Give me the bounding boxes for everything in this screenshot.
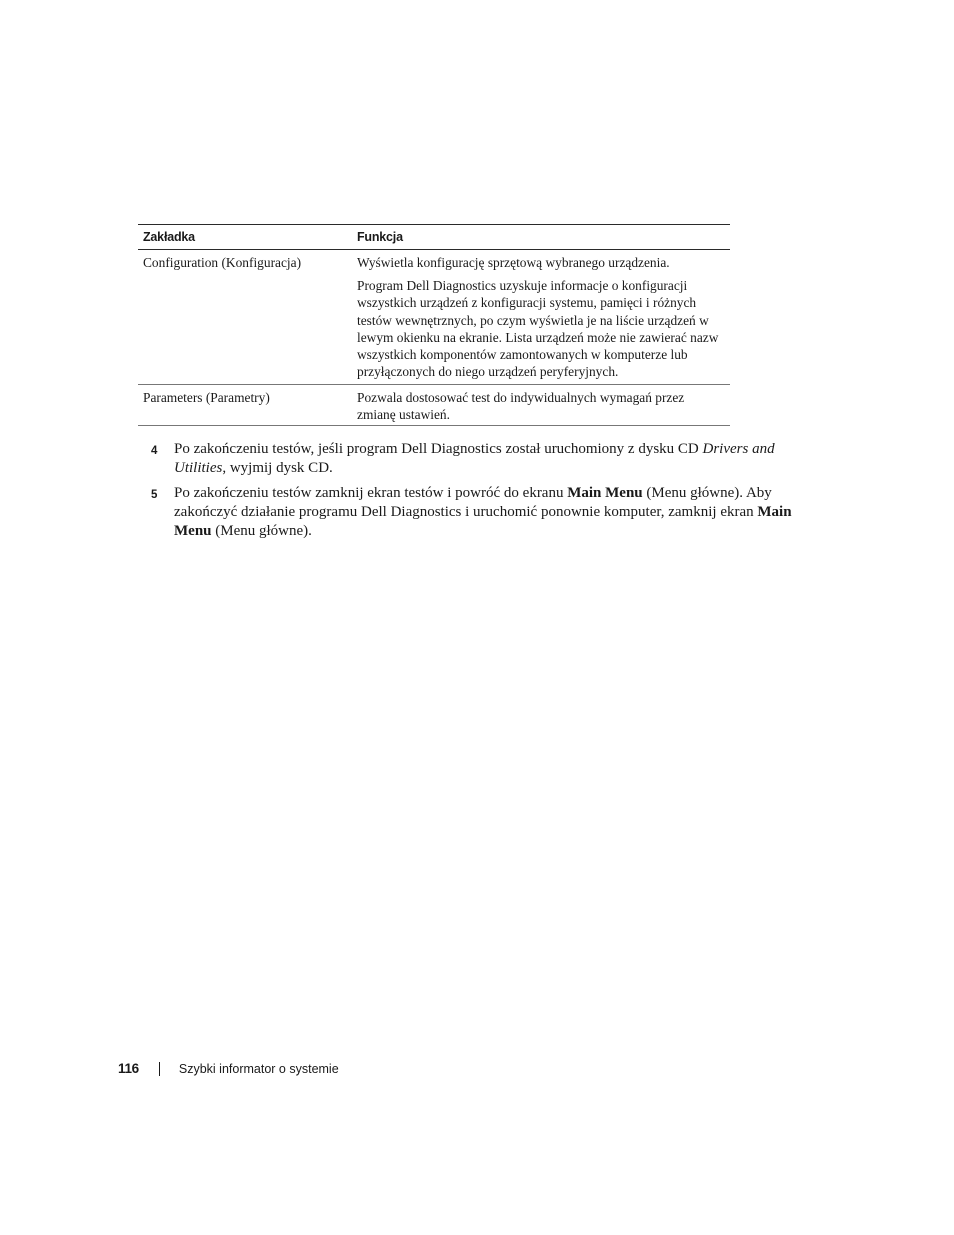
cd-title: Drivers and Utilities bbox=[174, 441, 775, 476]
step-text-part: (Menu główne). bbox=[211, 523, 312, 539]
step-text-part: (Menu główne). Aby zakończyć działanie programu Dell Diagnostics i uruchomić ponownie komputer, zamknij ekran bbox=[174, 485, 772, 520]
row-description bbox=[357, 252, 730, 384]
main-menu-term: Main Menu bbox=[567, 485, 643, 501]
step-number: 5 bbox=[151, 489, 158, 501]
step-4 bbox=[151, 440, 816, 478]
table-row bbox=[138, 385, 730, 426]
page-footer bbox=[118, 1061, 339, 1076]
page-number: 116 bbox=[118, 1061, 139, 1076]
step-text-part: Po zakończeniu testów, jeśli program Dell Diagnostics został uruchomiony z dysku CD bbox=[174, 441, 703, 457]
main-menu-term: Main Menu bbox=[174, 504, 792, 539]
footer-divider bbox=[159, 1062, 160, 1076]
instruction-steps bbox=[151, 440, 816, 547]
description-paragraph: Program Dell Diagnostics uzyskuje informacje o konfiguracji wszystkich urządzeń z konfiguracji systemu, pamięci i różnych testów wewnętrznych, po czym wyświetla je na liście urządzeń w lewym okienku na ekranie. Lista urządzeń może nie zawierać nazw wszystkich komponentów zamontowanych w komputerze lub przyłączonych do niego urządzeń peryferyjnych. bbox=[357, 278, 719, 380]
row-tab-name: Configuration (Konfiguracja) bbox=[143, 255, 302, 270]
step-number: 4 bbox=[151, 445, 158, 457]
description-paragraph: Wyświetla konfigurację sprzętową wybranego urządzenia. bbox=[357, 255, 670, 270]
table-row bbox=[138, 250, 730, 385]
description-paragraph: Pozwala dostosować test do indywidualnych wymagań przez zmianę ustawień. bbox=[357, 390, 685, 423]
row-tab-name: Parameters (Parametry) bbox=[143, 390, 270, 405]
table-header-row bbox=[138, 225, 730, 250]
step-text bbox=[174, 484, 816, 541]
header-function: Funkcja bbox=[357, 230, 403, 244]
header-tab: Zakładka bbox=[143, 230, 195, 244]
step-text bbox=[174, 440, 816, 478]
step-text-part: Po zakończeniu testów zamknij ekran testów i powróć do ekranu bbox=[174, 485, 568, 501]
step-5 bbox=[151, 484, 816, 541]
tab-function-table bbox=[138, 224, 730, 426]
row-description bbox=[357, 387, 730, 425]
section-title: Szybki informator o systemie bbox=[178, 1061, 339, 1076]
step-text-part: , wyjmij dysk CD. bbox=[222, 460, 333, 476]
